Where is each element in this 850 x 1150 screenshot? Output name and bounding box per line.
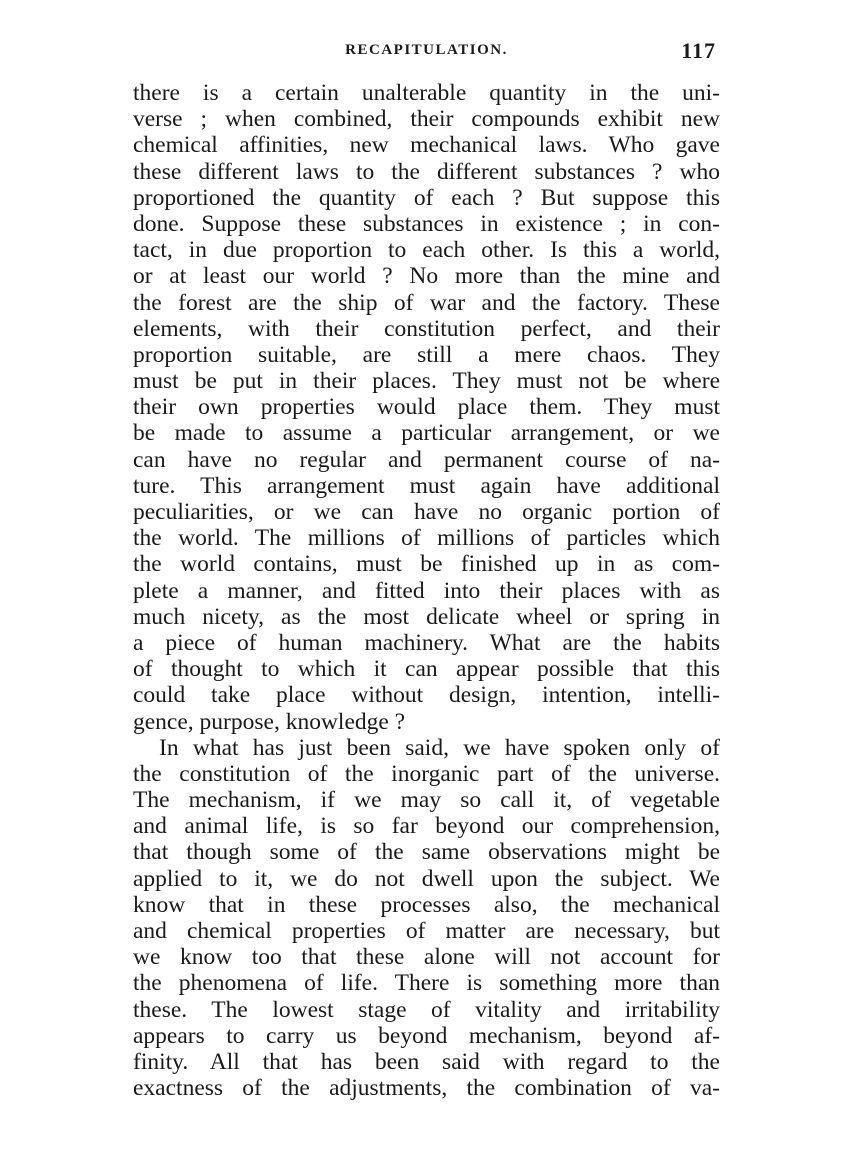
text-line: chemical affinities, new mechanical laws. Who gave (133, 132, 720, 159)
text-line: we know too that these alone will not account for (133, 944, 720, 971)
body-text (133, 80, 720, 1101)
text-line: gence, purpose, knowledge ? (133, 708, 406, 735)
text-line: appears to carry us beyond mechanism, beyond af- (133, 1022, 720, 1049)
text-line: proportion suitable, are still a mere chaos. They (133, 341, 720, 368)
text-line: tact, in due proportion to each other. Is this a world, (133, 237, 720, 264)
text-line: know that in these processes also, the mechanical (133, 891, 720, 918)
text-line: the world. The millions of millions of particles which (133, 525, 720, 552)
paragraph (133, 80, 720, 735)
text-line: the world contains, must be finished up in as com- (133, 551, 720, 578)
text-line: and chemical properties of matter are necessary, but (133, 918, 720, 944)
text-line: finity. All that has been said with regard to the (133, 1048, 720, 1075)
text-line: The mechanism, if we may so call it, of vegetable (133, 787, 720, 814)
text-line: much nicety, as the most delicate wheel or spring in (133, 603, 720, 630)
text-line: these. The lowest stage of vitality and irritability (133, 996, 720, 1023)
text-line: proportioned the quantity of each ? But suppose this (133, 184, 720, 211)
text-line: verse ; when combined, their compounds exhibit new (133, 106, 720, 133)
text-line: and animal life, is so far beyond our comprehension, (133, 813, 720, 840)
text-line: elements, with their constitution perfect, and their (133, 315, 720, 342)
page-number: 117 (681, 38, 716, 63)
text-line: their own properties would place them. They must (133, 394, 720, 421)
text-line: In what has just been said, we have spoken only of (159, 734, 720, 761)
text-line: be made to assume a particular arrangement, or we (133, 420, 720, 447)
text-line: ture. This arrangement must again have additional (133, 472, 720, 499)
text-line: must be put in their places. They must not be where (133, 368, 720, 395)
running-title: RECAPITULATION. (345, 42, 508, 58)
text-line: can have no regular and permanent course of na- (133, 446, 720, 473)
text-line: exactness of the adjustments, the combination of va- (133, 1075, 720, 1102)
paragraph (133, 735, 720, 1102)
text-line: plete a manner, and fitted into their places with as (133, 577, 720, 604)
text-line: or at least our world ? No more than the mine and (133, 263, 720, 290)
text-line: of thought to which it can appear possible that this (133, 656, 720, 683)
running-head (133, 38, 720, 68)
text-line: that though some of the same observations might be (133, 839, 720, 866)
text-line: the constitution of the inorganic part of the universe. (133, 760, 720, 787)
text-line: done. Suppose these substances in existence ; in con- (133, 210, 720, 237)
text-line: applied to it, we do not dwell upon the subject. We (133, 865, 720, 892)
text-line: these different laws to the different substances ? who (133, 158, 720, 185)
text-line: there is a certain unalterable quantity in the uni- (133, 80, 720, 106)
text-line: a piece of human machinery. What are the habits (133, 629, 720, 656)
text-line: the phenomena of life. There is something more than (133, 970, 720, 997)
text-line: could take place without design, intention, intelli- (133, 682, 720, 709)
text-line: the forest are the ship of war and the factory. These (133, 289, 720, 316)
text-line: peculiarities, or we can have no organic portion of (133, 499, 720, 525)
